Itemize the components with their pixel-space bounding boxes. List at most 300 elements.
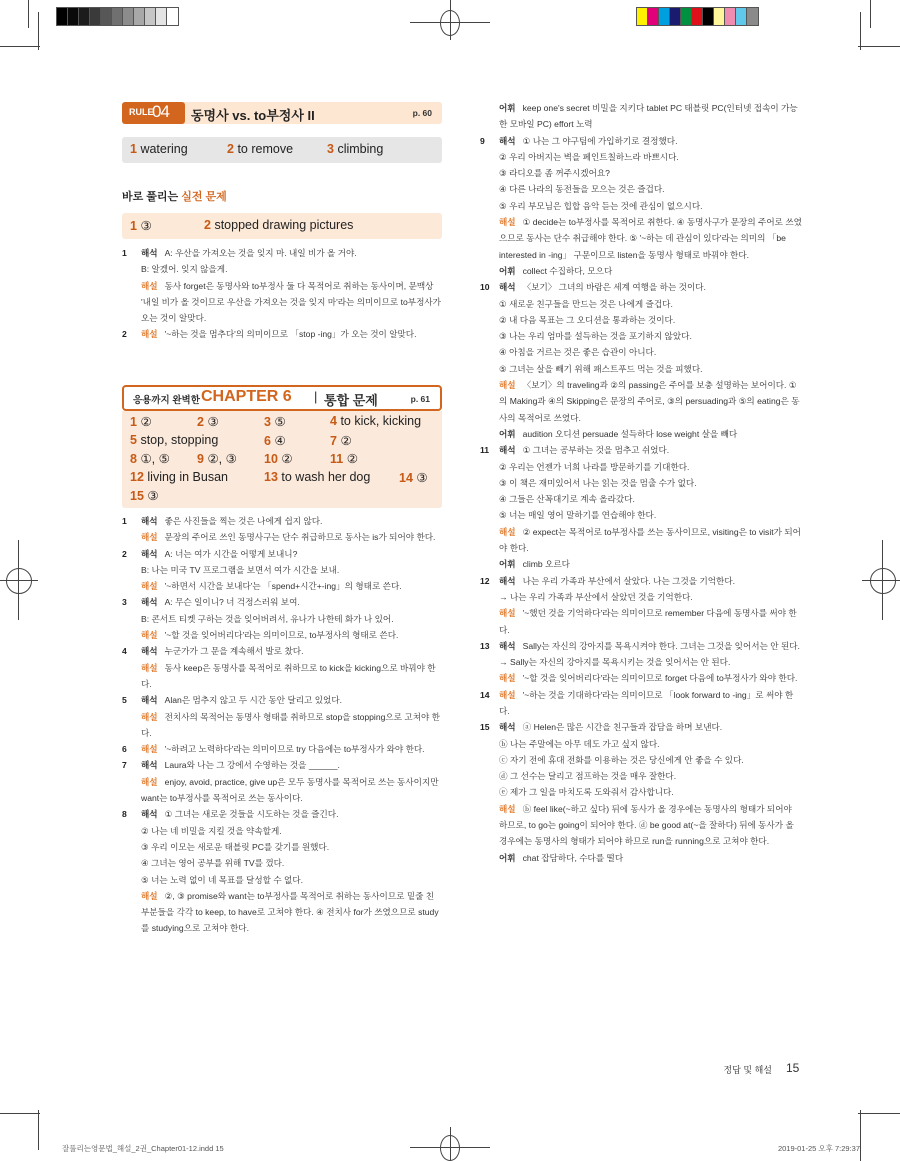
note-label: 해설 [499, 217, 516, 228]
note-line [141, 529, 442, 545]
answer-number: 12 [130, 469, 144, 484]
note-line [499, 198, 802, 214]
chapter-separator: | [314, 389, 318, 404]
answer-number: 7 [330, 433, 337, 448]
color-swatch [145, 8, 156, 25]
note-line [141, 562, 442, 578]
note-line [141, 741, 442, 757]
answer-text: ③ [416, 470, 428, 485]
answer-number: 1 [130, 142, 137, 156]
note-text: ① decide는 to부정사를 목적어로 취한다. ④ 동명사구가 문장의 주어로 쓰였으므로 동사는 단수 취급해야 한다. ⑤ '~하는 데 관심이 있다'라는 의미의 「be interested in -ing」 구문이므로 listen을 동명사 형태로 바꿔야 한다. [499, 217, 802, 260]
note-label: 해석 [141, 548, 158, 559]
note-line [499, 100, 802, 133]
answer-item [130, 451, 170, 466]
note-label: 해설 [141, 662, 158, 673]
note-text: ① 새로운 친구들을 만드는 것은 나에게 즐겁다. [499, 298, 673, 309]
note-line [499, 459, 802, 475]
answer-text: ④ [274, 433, 286, 448]
color-swatch [134, 8, 145, 25]
color-swatch [156, 8, 167, 25]
color-swatch [736, 8, 747, 25]
note-text: Laura와 나는 그 강에서 수영하는 것을 ______. [164, 760, 340, 771]
color-swatch [681, 8, 692, 25]
answer-number: 3 [327, 142, 334, 156]
color-swatch [659, 8, 670, 25]
note-line [499, 214, 802, 263]
note-line [141, 823, 442, 839]
answer-item [327, 142, 383, 156]
note-text: ②, ③ promise와 want는 to부정사를 목적어로 취하는 동사이므로 밑줄 친 부분들을 각각 to keep, to have로 고쳐야 한다. ④ 전치사 for가 쓰였으므로 study를 studying으로 고쳐야 한다. [141, 890, 439, 934]
note-line [141, 692, 442, 708]
note-label: 해설 [499, 803, 516, 814]
answer-text: to remove [237, 142, 294, 156]
note-label: 해석 [141, 695, 158, 706]
note-text: ① 그녀는 공부하는 것을 멈추고 쉬었다. [522, 445, 670, 456]
note-text: Sally는 자신의 강아지를 목욕시켜야 한다. 그녀는 그것을 잊어서는 안 된다. [522, 640, 800, 651]
note-number: 13 [480, 640, 490, 651]
answer-number: 13 [264, 469, 278, 484]
note-number: 10 [480, 282, 490, 293]
chapter-subtitle: 통합 문제 [324, 393, 378, 408]
note-line [141, 872, 442, 888]
note-label: 해설 [141, 776, 158, 787]
note-line [499, 784, 802, 800]
color-swatch [112, 8, 123, 25]
crop-mark [38, 1110, 39, 1150]
note-text: ③ 나는 우리 엄마를 설득하는 것을 포기하지 않았다. [499, 331, 692, 342]
note-label: 해석 [141, 809, 158, 820]
note-text: '~하는 것을 기대하다'라는 의미이므로 「look forward to -ing」로 써야 한다. [499, 689, 794, 716]
note-line [499, 801, 802, 850]
note-item [480, 100, 802, 133]
color-swatch [714, 8, 725, 25]
note-line [499, 149, 802, 165]
answer-item [227, 142, 293, 156]
note-text: A: 무슨 일이니? 너 걱정스러워 보여. [164, 597, 300, 608]
note-label: 해설 [141, 630, 158, 641]
practice-title-prefix: 바로 풀리는 [122, 191, 179, 203]
crop-mark [860, 1110, 861, 1161]
rule-badge-number: 04 [152, 102, 169, 121]
color-swatch [167, 8, 178, 25]
note-line [499, 344, 802, 360]
note-number: 3 [122, 597, 127, 608]
note-line [141, 757, 442, 773]
page-number: 15 [786, 1061, 800, 1075]
note-text: ③ 라디오를 좀 꺼주시겠어요? [499, 168, 610, 179]
note-number: 4 [122, 646, 127, 657]
note-line [499, 377, 802, 426]
answer-item [130, 142, 188, 156]
registration-circle [440, 1135, 460, 1161]
note-text: climb 오르다 [522, 559, 570, 570]
note-label: 해석 [499, 135, 516, 146]
note-line [499, 491, 802, 507]
note-number: 1 [122, 516, 127, 526]
note-line [141, 627, 442, 643]
note-item [480, 573, 802, 638]
note-item [480, 133, 802, 280]
note-label: 해설 [499, 689, 516, 700]
gray-color-bar [57, 0, 267, 30]
note-number: 6 [122, 744, 127, 755]
note-item [122, 513, 442, 546]
note-text: '~하면서 시간을 보내다'는 「spend+시간+-ing」의 형태로 쓴다. [164, 581, 402, 592]
chapter-page-ref: p. 61 [410, 394, 430, 404]
note-line [141, 546, 442, 562]
answer-item [330, 433, 352, 448]
note-text: → 나는 우리 가족과 부산에서 살았던 것을 기억한다. [499, 591, 693, 602]
slug-file-info: 잘풀리는영문법_해설_2권_Chapter01-12.indd 15 [62, 1144, 224, 1153]
note-text: 〈보기〉의 traveling과 ②의 passing은 주어를 보충 설명하는 보어이다. ①의 Making과 ④의 Skipping은 문장의 주어로, ③의 persuading과 ⑤의 eating은 동사의 목적어로 쓰였다. [499, 380, 800, 423]
answer-text: ② [346, 452, 358, 466]
registration-circle [440, 10, 460, 36]
registration-circle [6, 568, 32, 594]
note-item [122, 546, 442, 595]
answer-item [264, 451, 293, 466]
crop-mark [860, 12, 861, 50]
note-text: '~하는 것을 멈추다'의 의미이므로 「stop -ing」가 오는 것이 알맞다. [164, 329, 417, 340]
color-swatch [670, 8, 681, 25]
crop-mark [870, 0, 871, 28]
answer-text: watering [140, 142, 188, 156]
note-text: ④ 그녀는 영어 공부를 위해 TV를 껐다. [141, 858, 285, 869]
note-text: ⑤ 그녀는 살을 빼기 위해 패스트푸드 먹는 것을 피했다. [499, 363, 703, 374]
note-text: → Sally는 자신의 강아지를 목욕시키는 것을 잊어서는 안 된다. [499, 657, 731, 668]
note-text: 동사 keep은 동명사를 목적어로 취하므로 to kick을 kicking으로 바꿔야 한다. [141, 662, 436, 689]
note-line [499, 752, 802, 768]
note-item [122, 643, 442, 692]
note-number: 9 [480, 135, 485, 146]
note-number: 8 [122, 809, 127, 820]
note-text: ⓑ 나는 주말에는 아무 데도 가고 싶지 않다. [499, 738, 660, 749]
answer-number: 4 [330, 414, 337, 428]
note-line [499, 736, 802, 752]
answer-text: living in Busan [147, 469, 228, 484]
note-label: 어휘 [499, 852, 516, 863]
note-label: 해석 [499, 282, 516, 293]
rule-badge [122, 102, 185, 124]
answer-item [197, 414, 219, 429]
note-text: '~하려고 노력하다'라는 의미이므로 try 다음에는 to부정사가 와야 한다. [164, 744, 425, 755]
note-line [141, 839, 442, 855]
note-label: 해석 [141, 760, 158, 771]
note-text: ⑤ 너는 매일 영어 말하기를 연습해야 한다. [499, 510, 657, 521]
note-text: ② expect는 목적어로 to부정사를 쓰는 동사이므로, visiting은 to visit가 되어야 한다. [499, 526, 801, 554]
note-text: audition 오디션 persuade 설득하다 lose weight 살을 빼다 [522, 428, 738, 439]
answer-item [130, 414, 152, 429]
color-swatch [57, 8, 68, 25]
answer-number: 2 [204, 218, 211, 232]
answer-number: 15 [130, 489, 144, 503]
answer-text: climbing [337, 142, 384, 156]
note-label: 해설 [499, 380, 516, 391]
note-text: '~할 것을 잊어버리다'라는 의미이므로, to부정사의 형태로 쓴다. [164, 630, 399, 641]
note-item [480, 279, 802, 442]
note-number: 2 [122, 548, 127, 559]
note-item [480, 442, 802, 572]
note-line [499, 850, 802, 866]
note-label: 해설 [499, 526, 516, 537]
note-text: collect 수집하다, 모으다 [522, 265, 613, 276]
note-text: 좋은 사진들을 찍는 것은 나에게 쉽지 않다. [164, 516, 323, 526]
note-item [122, 741, 442, 757]
note-label: 해설 [141, 329, 158, 340]
note-text: ② 내 다음 목표는 그 오디션을 통과하는 것이다. [499, 314, 676, 325]
note-text: ⓔ 제가 그 일을 마치도록 도와줘서 감사합니다. [499, 787, 674, 798]
color-swatch [725, 8, 736, 25]
note-line [499, 426, 802, 442]
rule-page-ref: p. 60 [412, 108, 432, 118]
color-swatch [703, 8, 714, 25]
note-line [499, 719, 802, 735]
answer-text: to wash her dog [281, 469, 371, 484]
crop-mark [38, 12, 39, 50]
note-line [499, 654, 802, 670]
note-line [141, 278, 442, 327]
answer-item [330, 451, 358, 466]
answer-text: ⑤ [274, 415, 286, 429]
note-label: 해설 [141, 890, 158, 901]
note-text: ⓓ 그 선수는 달리고 점프하는 것을 매우 잘한다. [499, 771, 677, 782]
note-item [480, 687, 802, 720]
note-item [122, 757, 442, 806]
color-swatch [637, 8, 648, 25]
note-line [499, 328, 802, 344]
note-number: 5 [122, 695, 127, 706]
practice-title-accent: 실전 문제 [181, 191, 227, 203]
rule-header [122, 102, 442, 124]
color-swatch [123, 8, 134, 25]
note-text: '~했던 것을 기억하다'라는 의미이므로 remember 다음에 동명사를 써야 한다. [499, 608, 797, 635]
answer-number: 2 [197, 415, 204, 429]
note-number: 14 [480, 689, 490, 700]
note-line [499, 670, 802, 686]
answer-number: 8 [130, 452, 137, 466]
note-item [480, 638, 802, 687]
note-label: 해석 [499, 722, 516, 733]
crop-mark [0, 1113, 40, 1114]
chapter-title: CHAPTER 6 [201, 388, 292, 405]
note-text: ② 우리 아버지는 벽을 페인트칠하느라 바쁘시다. [499, 151, 679, 162]
note-line [499, 279, 802, 295]
note-item [122, 806, 442, 936]
note-text: ⓐ Helen은 많은 시간을 친구들과 잡담을 하며 보낸다. [522, 722, 723, 733]
note-item [480, 719, 802, 866]
color-swatch [101, 8, 112, 25]
note-text: ⓑ feel like(~하고 싶다) 뒤에 동사가 올 경우에는 동명사의 형태가 되어야 하므로, to go는 going이 되어야 한다. ⓓ be good at(~을 잘하다) 뒤에 동사가 올 경우에는 동명사의 형태가 되어야 하므로 run을 running으로 고쳐야 한다. [499, 803, 794, 847]
answer-item [130, 488, 159, 503]
note-text: ② 나는 네 비밀을 지킬 것을 약속할게. [141, 825, 282, 836]
answer-text: ② [140, 415, 152, 429]
note-text: 동사 forget은 동명사와 to부정사 둘 다 목적어로 취하는 동사이며, 문맥상 '내일 비가 올 것이므로 우산을 가져오는 것을 잊지 마'라는 의미이므로 to부정사가 오는 것이 알맞다. [141, 280, 441, 324]
process-color-bar [637, 0, 847, 30]
rule-answer-box [122, 137, 442, 163]
crop-mark [858, 1113, 900, 1114]
answer-item [330, 414, 421, 428]
chapter-header [122, 385, 442, 411]
note-number: 12 [480, 575, 490, 586]
note-line [499, 263, 802, 279]
answer-text: ①, ⑤ [140, 452, 170, 466]
note-line [499, 605, 802, 638]
registration-circle [870, 568, 896, 594]
color-swatch [648, 8, 659, 25]
note-label: 어휘 [499, 428, 516, 439]
answer-item [399, 470, 428, 485]
note-line [141, 806, 442, 822]
answer-number: 2 [227, 142, 234, 156]
crop-mark [858, 46, 900, 47]
note-text: chat 잡담하다, 수다를 떨다 [522, 852, 624, 863]
note-line [141, 578, 442, 594]
color-swatch [79, 8, 90, 25]
note-label: 해석 [499, 640, 516, 651]
note-line [499, 133, 802, 149]
rule-badge-label: RULE [129, 107, 154, 117]
note-label: 해설 [141, 532, 158, 543]
note-line [499, 507, 802, 523]
answer-item [204, 218, 353, 232]
answer-number: 11 [330, 452, 344, 466]
note-item [122, 594, 442, 643]
answer-item [264, 470, 370, 484]
note-label: 해설 [141, 280, 158, 291]
note-label: 어휘 [499, 265, 516, 276]
note-line [141, 709, 442, 742]
answer-text: ③ [140, 219, 152, 233]
answer-item [197, 451, 237, 466]
note-line [499, 768, 802, 784]
rule-title: 동명사 vs. to부정사 II [191, 108, 315, 123]
answer-number: 6 [264, 433, 271, 448]
note-text: '~할 것을 잊어버리다'라는 의미이므로 forget 다음에 to부정사가 와야 한다. [522, 673, 798, 684]
note-label: 해설 [141, 744, 158, 755]
note-line [141, 326, 442, 342]
answer-number: 1 [130, 219, 137, 233]
note-text: A: 우산을 가져오는 것을 잊지 마. 내일 비가 올 거야. [164, 248, 357, 258]
note-number: 11 [480, 445, 490, 456]
note-line [141, 774, 442, 807]
note-item [122, 245, 442, 326]
note-line [499, 165, 802, 181]
note-label: 어휘 [499, 103, 516, 113]
note-line [499, 442, 802, 458]
note-text: 누군가가 그 문을 계속해서 발로 찼다. [164, 646, 304, 657]
note-line [499, 524, 802, 557]
answer-number: 14 [399, 470, 413, 485]
practice-section-title [122, 188, 227, 204]
note-text: B: 콘서트 티켓 구하는 것을 잊어버려서, 유나가 나한테 화가 나 있어. [141, 613, 394, 624]
answer-item [264, 414, 286, 429]
answer-text: stop, stopping [140, 432, 219, 447]
note-label: 해석 [499, 575, 516, 586]
note-line [141, 888, 442, 937]
note-text: ④ 아침을 거르는 것은 좋은 습관이 아니다. [499, 347, 657, 358]
note-label: 해설 [141, 711, 158, 722]
chapter-notes-right [480, 100, 802, 866]
note-text: ⑤ 너는 노력 없이 네 목표를 달성할 수 없다. [141, 874, 304, 885]
note-text: 전치사의 목적어는 동명사 형태를 취하므로 stop을 stopping으로 고쳐야 한다. [141, 711, 440, 738]
answer-number: 10 [264, 452, 278, 466]
note-text: A: 너는 여가 시간을 어떻게 보내니? [164, 548, 298, 559]
slug-timestamp: 2019-01-25 오후 7:29:37 [777, 1144, 860, 1153]
note-text: 〈보기〉 그녀의 바람은 세계 여행을 하는 것이다. [522, 282, 706, 293]
note-number: 2 [122, 329, 127, 340]
answer-text: ② [281, 452, 293, 466]
note-line [499, 573, 802, 589]
note-label: 해설 [141, 581, 158, 592]
answer-item [130, 433, 218, 447]
note-label: 해석 [141, 646, 158, 657]
note-line [499, 589, 802, 605]
note-line [499, 312, 802, 328]
note-line [141, 261, 442, 277]
note-label: 해설 [499, 608, 516, 619]
note-label: 해석 [141, 597, 158, 608]
note-text: 나는 우리 가족과 부산에서 살았다. 나는 그것을 기억한다. [522, 575, 736, 586]
note-text: ④ 그들은 산꼭대기로 계속 올라갔다. [499, 494, 635, 505]
note-line [499, 475, 802, 491]
note-line [141, 245, 442, 261]
note-label: 해석 [499, 445, 516, 456]
color-swatch [90, 8, 101, 25]
note-line [141, 513, 442, 529]
color-swatch [692, 8, 703, 25]
note-text: B: 나는 미국 TV 프로그램을 보면서 여가 시간을 보내. [141, 564, 340, 575]
note-label: 해설 [499, 673, 516, 684]
note-line [499, 361, 802, 377]
answer-text: to kick, kicking [340, 414, 422, 428]
note-item [122, 326, 442, 342]
color-swatch [68, 8, 79, 25]
answer-text: ②, ③ [207, 452, 237, 466]
practice-notes [122, 245, 442, 343]
chapter-prefix: 응용까지 완벽한 [133, 395, 200, 406]
note-label: 어휘 [499, 559, 516, 570]
note-text: enjoy, avoid, practice, give up은 모두 동명사를 목적어로 쓰는 동사이지만 want는 to부정사를 목적어로 쓰는 동사이다. [141, 776, 439, 804]
note-line [499, 638, 802, 654]
footer-title: 정답 및 해설 [723, 1065, 772, 1075]
note-line [141, 611, 442, 627]
note-line [141, 855, 442, 871]
note-number: 7 [122, 760, 127, 771]
note-text: 문장의 주어로 쓰인 동명사구는 단수 취급하므로 동사는 is가 되어야 한다. [164, 532, 436, 543]
answer-item [264, 433, 286, 448]
answer-item [130, 470, 228, 484]
note-text: ④ 다른 나라의 동전들을 모으는 것은 즐겁다. [499, 184, 665, 195]
note-text: ③ 이 책은 재미있어서 나는 읽는 것을 멈출 수가 없다. [499, 477, 697, 488]
note-text: ① 그녀는 새로운 것들을 시도하는 것을 즐긴다. [164, 809, 339, 820]
answer-text: stopped drawing pictures [214, 218, 354, 232]
answer-number: 9 [197, 452, 204, 466]
crop-mark [0, 46, 40, 47]
note-line [499, 687, 802, 720]
note-line [141, 660, 442, 693]
note-line [141, 643, 442, 659]
note-number: 1 [122, 248, 127, 258]
note-label: 해석 [141, 248, 158, 258]
note-text: ⓒ 자기 전에 휴대 전화를 이용하는 것은 당신에게 안 좋을 수 있다. [499, 754, 744, 765]
note-text: Alan은 멈추지 않고 두 시간 동안 달리고 있었다. [164, 695, 343, 706]
note-text: ② 우리는 언젠가 너희 나라를 방문하기를 기대한다. [499, 461, 690, 472]
answer-number: 5 [130, 432, 137, 447]
practice-answer-box [122, 213, 442, 239]
answer-item [130, 218, 152, 233]
note-text: ① 나는 그 야구팀에 가입하기로 결정했다. [522, 135, 678, 146]
note-text: B: 알겠어. 잊지 않을게. [141, 264, 228, 275]
note-text: keep one's secret 비밀을 지키다 tablet PC 태블릿 PC(인터넷 접속이 가능한 모바일 PC) effort 노력 [499, 103, 798, 130]
